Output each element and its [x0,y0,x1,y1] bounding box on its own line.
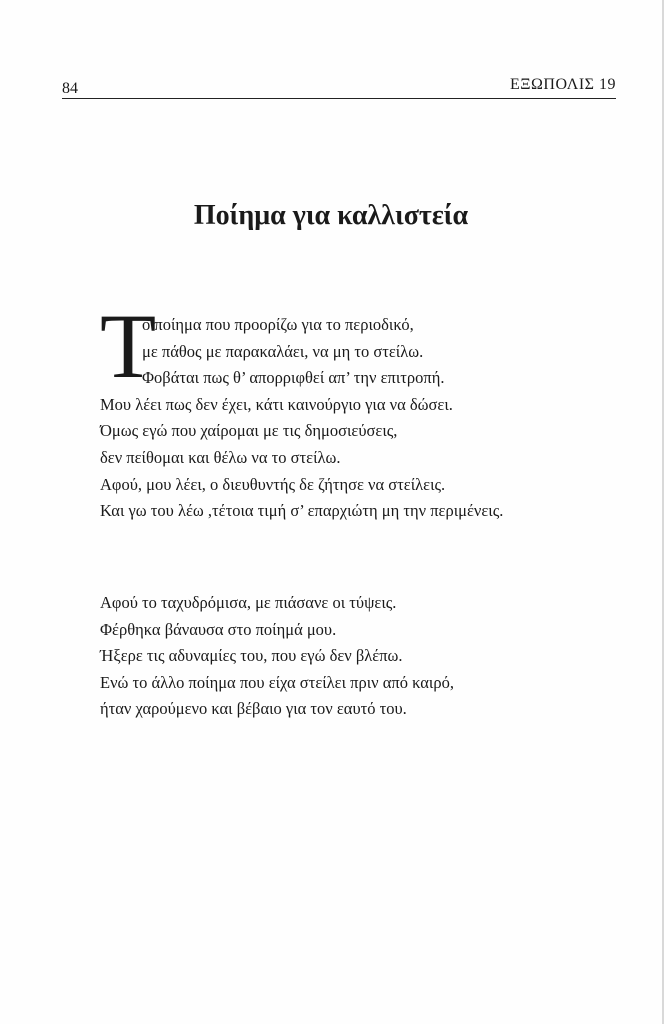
drop-cap: Τ [100,295,157,397]
header-rule [62,98,616,99]
stanza-1 [100,312,622,525]
poem-line: Φέρθηκα βάναυσα στο ποίημά μου. [100,619,337,639]
poem-line: ήταν χαρούμενο και βέβαιο για τον εαυτό του. [100,699,407,719]
poem-line: δεν πείθομαι και θέλω να το στείλω. [100,447,341,467]
poem-line: Ενώ το άλλο ποίημα που είχα στείλει πριν από καιρό, [100,672,454,692]
poem-line: Και γω του λέω ,τέτοια τιμή σ’ επαρχιώτη μη την περιμένεις. [100,501,504,521]
poem-line: Αφού το ταχυδρόμισα, με πιάσανε οι τύψεις. [100,593,397,612]
page-number: 84 [62,80,78,97]
poem-title: Ποίημα για καλλιστεία [193,200,469,231]
poem-line: Αφού, μου λέει, ο διευθυντής δε ζήτησε να στείλεις. [100,474,446,494]
stanza-2 [100,590,622,723]
poem-line: Όμως εγώ που χαίρομαι με τις δημοσιεύσεις, [100,421,398,441]
poem-line: Μου λέει πως δεν έχει, κάτι καινούργιο για να δώσει. [100,394,453,414]
running-title: ΕΞΩΠΟΛΙΣ 19 [509,76,616,93]
poem-line: ο ποίημα που προορίζω για το περιοδικό, [142,315,414,334]
poem-line: Ήξερε τις αδυναμίες του, που εγώ δεν βλέπω. [100,646,403,666]
poem-line: με πάθος με παρακαλάει, να μη το στείλω. [142,341,424,361]
poem-line: Φοβάται πως θ’ απορριφθεί απ’ την επιτροπή. [142,368,445,388]
